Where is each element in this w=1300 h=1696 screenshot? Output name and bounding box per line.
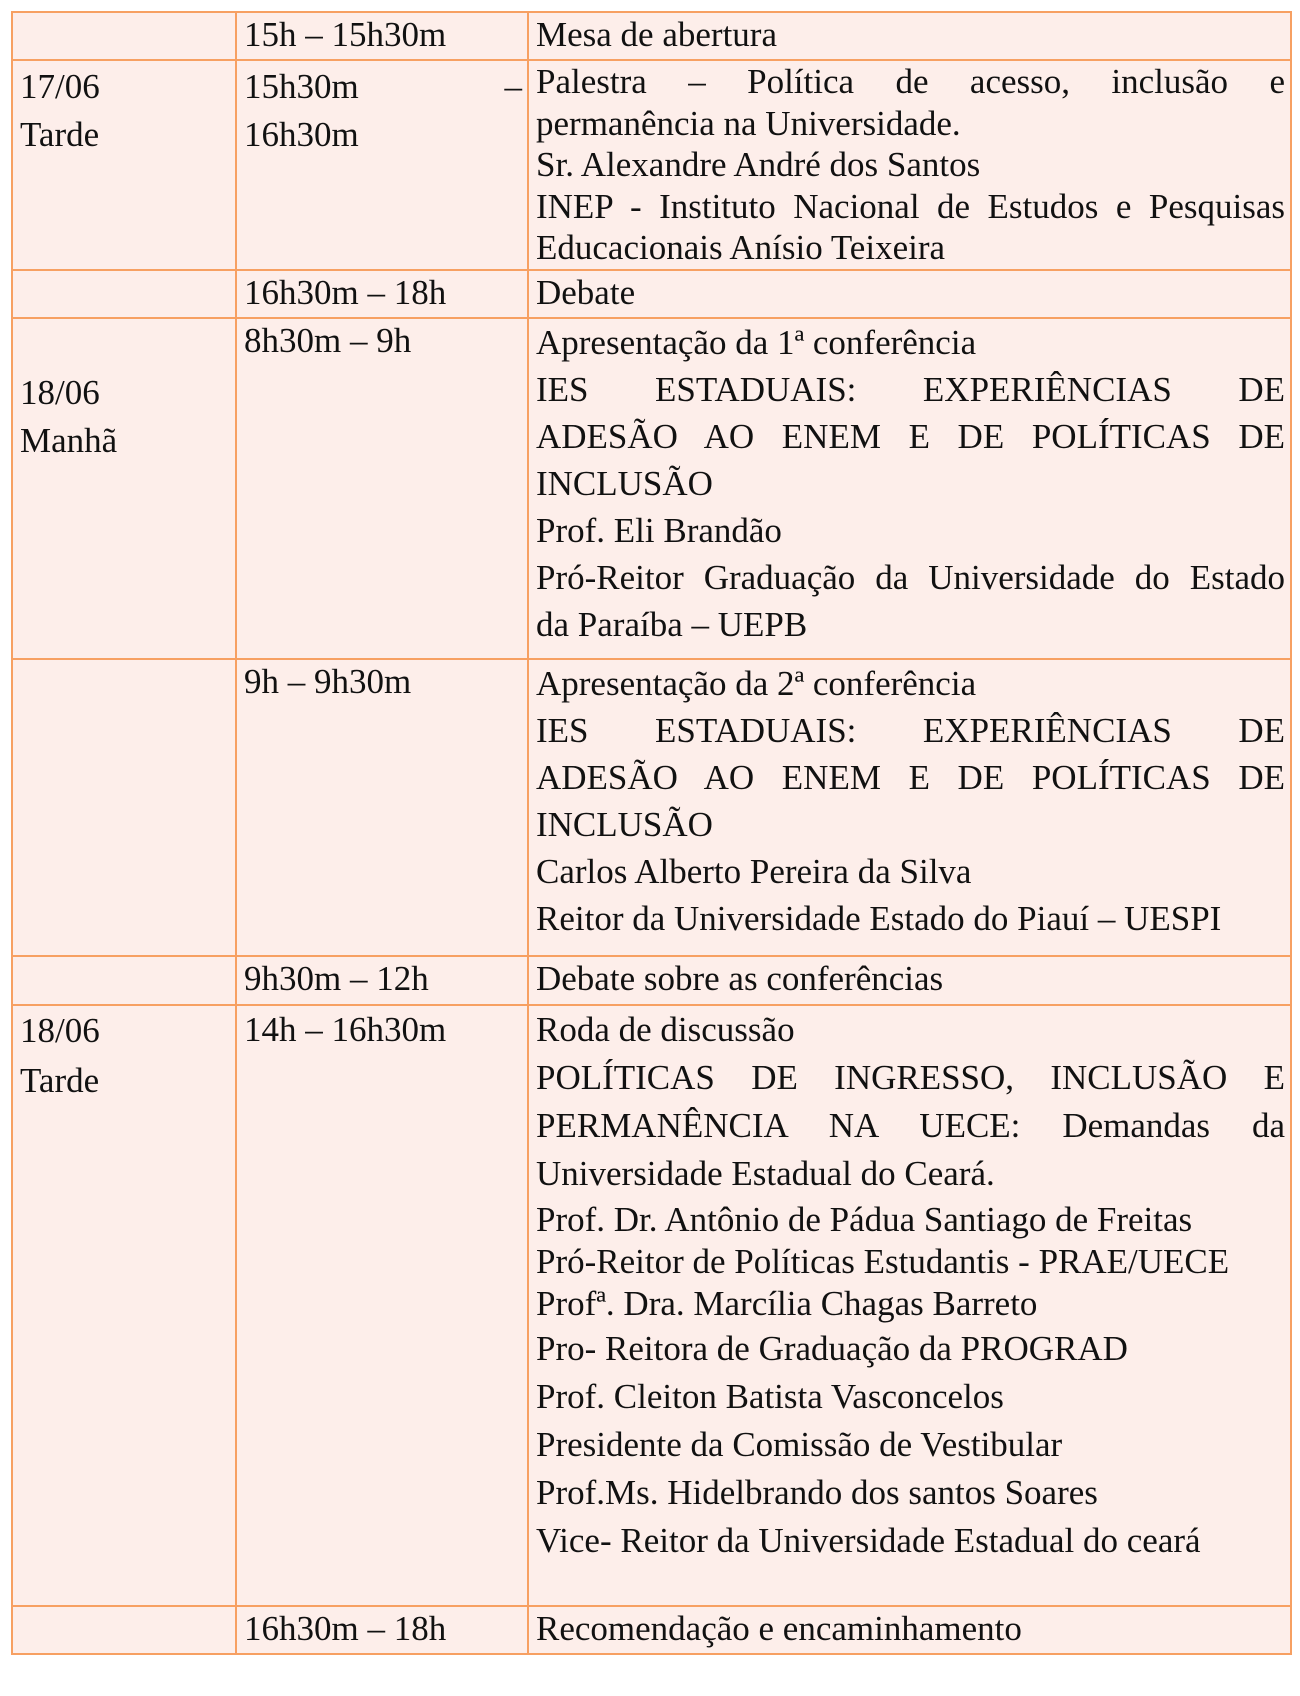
time-cell: 9h30m – 12h — [236, 956, 528, 1005]
activity-cell — [528, 12, 1291, 60]
activity-line: Palestra – Política de acesso, inclusão e — [536, 62, 1285, 101]
activity-line: Debate sobre as conferências — [536, 958, 944, 998]
table-row — [12, 12, 1291, 60]
day-cell — [12, 1606, 236, 1654]
time-cell: 15h – 15h30m — [236, 12, 528, 60]
activity-line: Profª. Dra. Marcília Chagas Barreto — [536, 1283, 1038, 1323]
activity-line: Debate — [536, 272, 636, 312]
activity-line: INEP - Instituto Nacional de Estudos e Pesquisas — [536, 186, 1285, 226]
day-cell — [12, 270, 236, 318]
day-cell — [12, 659, 236, 956]
activity-line: Prof. Eli Brandão — [536, 510, 782, 550]
activity-line: IES ESTADUAIS: EXPERIÊNCIAS DE — [536, 710, 1285, 750]
activity-line: Universidade Estadual do Ceará. — [536, 1153, 995, 1193]
activity-line: Vice- Reitor da Universidade Estadual do ceará — [536, 1520, 1201, 1560]
table-row — [12, 659, 1291, 956]
activity-line: ADESÃO AO ENEM E DE POLÍTICAS DE — [536, 757, 1285, 797]
day-label: 18/06 Tarde — [20, 1010, 100, 1100]
activity-cell — [528, 318, 1291, 659]
day-cell — [12, 1005, 236, 1606]
activity-line: INCLUSÃO — [536, 463, 713, 503]
time-cell: 8h30m – 9h — [236, 318, 528, 659]
activity-cell — [528, 270, 1291, 318]
activity-cell — [528, 956, 1291, 1005]
day-label: 17/06 Tarde — [20, 67, 100, 154]
activity-line: Roda de discussão — [536, 1009, 795, 1049]
activity-line: Prof. Cleiton Batista Vasconcelos — [536, 1376, 1004, 1416]
day-label: 18/06 Manhã — [20, 372, 118, 460]
table-row — [12, 270, 1291, 318]
time-cell: 15h30m – 16h30m — [236, 60, 528, 270]
activity-cell — [528, 1606, 1291, 1654]
activity-line: Prof. Dr. Antônio de Pádua Santiago de Freitas — [536, 1199, 1193, 1239]
activity-cell — [528, 659, 1291, 956]
activity-line: Pró-Reitor Graduação da Universidade do Estado — [536, 557, 1285, 597]
table-row — [12, 956, 1291, 1005]
activity-line: Educacionais Anísio Teixeira — [536, 228, 946, 267]
day-cell — [12, 956, 236, 1005]
schedule-table — [11, 11, 1292, 1655]
activity-line: POLÍTICAS DE INGRESSO, INCLUSÃO E — [536, 1057, 1285, 1097]
table-row — [12, 1005, 1291, 1606]
activity-line: PERMANÊNCIA NA UECE: Demandas da — [536, 1105, 1285, 1145]
activity-line: ADESÃO AO ENEM E DE POLÍTICAS DE — [536, 416, 1285, 456]
table-row — [12, 1606, 1291, 1654]
activity-line: Pro- Reitora de Graduação da PROGRAD — [536, 1328, 1128, 1368]
day-cell — [12, 318, 236, 659]
activity-line: Pró-Reitor de Políticas Estudantis - PRAE/UECE — [536, 1241, 1230, 1281]
activity-line: Recomendação e encaminhamento — [536, 1608, 1022, 1648]
activity-line: Apresentação da 1ª conferência — [536, 322, 977, 362]
table-row — [12, 60, 1291, 270]
time-cell: 14h – 16h30m — [236, 1005, 528, 1606]
activity-cell — [528, 1005, 1291, 1606]
activity-line: Prof.Ms. Hidelbrando dos santos Soares — [536, 1472, 1098, 1512]
activity-line: Sr. Alexandre André dos Santos — [536, 145, 981, 184]
time-cell: 16h30m – 18h — [236, 270, 528, 318]
activity-line: da Paraíba – UEPB — [536, 604, 808, 644]
activity-line: Presidente da Comissão de Vestibular — [536, 1424, 1063, 1464]
activity-line: permanência na Universidade. — [536, 103, 961, 143]
activity-line: Apresentação da 2ª conferência — [536, 663, 977, 703]
activity-cell — [528, 60, 1291, 270]
activity-line: IES ESTADUAIS: EXPERIÊNCIAS DE — [536, 369, 1285, 409]
activity-line: Reitor da Universidade Estado do Piauí – UESPI — [536, 898, 1222, 938]
table-row — [12, 318, 1291, 659]
time-cell: 16h30m – 18h — [236, 1606, 528, 1654]
time-cell: 9h – 9h30m — [236, 659, 528, 956]
day-cell — [12, 60, 236, 270]
activity-line: INCLUSÃO — [536, 804, 713, 844]
activity-line: Mesa de abertura — [536, 15, 777, 54]
activity-line: Carlos Alberto Pereira da Silva — [536, 851, 972, 891]
day-cell — [12, 12, 236, 60]
